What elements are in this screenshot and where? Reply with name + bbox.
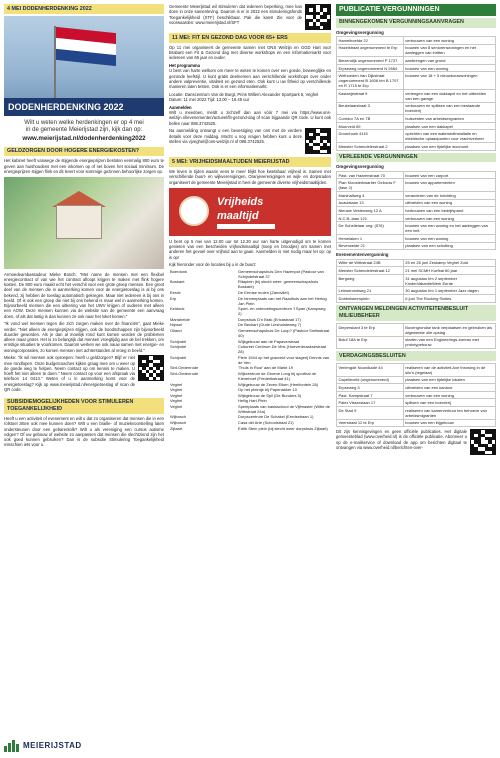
- row-value: Dorpshuis D'n Brak (Ericastraat 17): [238, 316, 301, 322]
- postponed-table: [336, 363, 496, 427]
- row-label: Hamelhoefde 22: [337, 37, 404, 45]
- table-row: [337, 376, 496, 384]
- row-value: Wijkgebouw de Spil (De Bunders 5): [238, 392, 302, 398]
- row-label: Schijndel: [170, 338, 187, 344]
- table-row: [337, 64, 496, 72]
- row-label: Sint-Oedenrode: [170, 370, 199, 376]
- table-row: [337, 72, 496, 90]
- row-label: Veerstraat 12 te Erp: [337, 419, 404, 427]
- intro-block: Wilt u weten welke herdenkingen er op 4 mei in de gemeente Meierijstad zijn, kijk dan op: www.meierijstad.nl/dodenherdenking2022: [4, 120, 164, 143]
- row-label: Erp: [170, 295, 177, 301]
- row-value: De Eerdse molen (Zandvliet): [238, 289, 289, 295]
- row-label: Kastanjestraat 9: [337, 89, 404, 102]
- row-value: 21 mei SCMH Korfbal 60 jaar: [403, 267, 495, 275]
- overheid-qr-code-icon[interactable]: [470, 429, 496, 455]
- row-value: Bovengrondse tank verplaatsen en gebruiken als afgewerkte olie opslag: [403, 324, 495, 337]
- row-label: Schijndel: [170, 344, 187, 350]
- row-label: Veghel: [170, 398, 183, 404]
- row-value: Dorpscentrum De Schakel (Eerdsebaan 1): [238, 414, 314, 420]
- table-row: [337, 407, 496, 420]
- section-title-subsidy: SUBSIDIEMOGELIJKHEDEN VOOR STIMULEREN TOEGANKELIJKHEID: [4, 398, 164, 415]
- dutch-flag-icon: [56, 27, 116, 66]
- row-label: Plan Kloosterkwartier Gebouw F (fase 2): [337, 179, 404, 192]
- energy-qr-code-icon[interactable]: [138, 355, 164, 381]
- row-value: 6 juni The Rocking Sixties: [403, 295, 495, 303]
- table-row: [337, 89, 496, 102]
- table-row: [169, 269, 331, 280]
- row-label: N.C.B.-laan 121: [337, 214, 404, 222]
- row-value: Wijkgebouw de Zeven Eiken (Heelfontein 28): [238, 381, 319, 387]
- row-label: Wijbosch: [170, 420, 187, 426]
- footer-note: Dit zijn kennisgevingen en geen officiële publicaties. Het digitale gemeenteblad (www.overheid.nl) is de officiële publicatie. Abonneer u op de e-mailservice of download de app om berichten digitaal te ontvangen via www.overheid.nl/berichten-over-: [336, 429, 467, 450]
- row-value: plaatsen van een tijdelijke woonunit: [403, 142, 495, 150]
- row-value: aanbrengen van grond: [403, 57, 495, 65]
- section-tag-dodenherdenking: 4 MEI DODENHERDENKING 2022: [4, 4, 164, 14]
- row-value: bouwen van een carport: [403, 171, 495, 179]
- table-row: [337, 191, 496, 199]
- row-label: Welhoeden Van Dijkstraat ongenummerd B 1606 t/m B 1707 en R 1715 te Erp: [337, 72, 404, 90]
- table-row: [337, 44, 496, 57]
- stf-paragraph: Gemeente Meierijstad wil stimuleren dat iedereen beperking, mee kan doen in onze samenleving. Daarom is er in 2022 een stimuleringsfonds Toegankelijkheid (STF) beschikbaar. Pak die kans! Zie voor de voorwaarden: www.meierijstad.nl/SFT: [169, 4, 302, 25]
- table-row: [337, 364, 496, 377]
- table-row: [337, 142, 496, 150]
- row-value: 31 augustus t/m 2 september KinderVakantieWerk Eerde: [403, 274, 495, 287]
- row-value: verbouwen en splitsen van een bestaande boerderij: [403, 102, 495, 115]
- row-label: Bergweg: [337, 274, 404, 287]
- table-row: [337, 295, 496, 303]
- column-left: 4 MEI DODENHERDENKING 2022 DODENHERDENKING 2022 Wilt u weten welke herdenkingen er op 4 mei in de gemeente Meierijstad zijn, kijk dan op: www.meierijstad.nl/dodenherdenking2022 GELDZORGEN DOOR HOGERE ENERGIEKOSTEN? Het kabinet heeft vanwege de stijgende energieprijzen besloten eenmalig 800 euro te geven aan huishoudens met een inkomen op of net boven het sociaal minimum. De energieprijzen stijgen flink en dit levert voor sommige gezinnen behoorlijke zorgen op. Armoedeambassadeur Mieke Bosch: "Met name de mensen met een flexibel energiecontract of van wie het contract afloopt krijgen te maken met flink hogere kosten. De 800 euro maakt echt het verschil voor een grote groep mensen. Een groot deel van de mensen die in aanmerking komen voor de energietoeslag is al bij ons bekend, zij hebben de toeslag automatisch gekregen. Maar niet iedereen is bij ons in beeld. Of is ook een groep die niet bij ons bekend is maar wel in aanmerking komen. Bijvoorbeeld mensen die een uitkering van het UWV krijgen of ouderen met alleen een AOW. Deze mensen kunnen via de website van de gemeente een aanvraag doen, of als dat lastig is dan kunnen ze ook naar het loket komen." "Ik vond wel mensen tegen die zich zorgen maken over de financiën", gaat Mieke verder. "Niet alleen de energieprijzen stijgen, ook de boodschappen zijn bijvoorbeeld duurder geworden. Als je dan al moeilijk rond kunt komen worden de problemen alleen maar groter. Het is zo belangrijk dat mensen vroegtijdig aan de bel trekken, om ernstige situaties te voorkomen. Daarom werken we ook nauw samen met energie- en woningcorporaties, zo komen mensen met achterstanden al vroeg in beeld." Mieke: "Ik wil mensen ook oproepen: heeft u geldzorgen? Blijf er niet mee rondlopen. Onze budgetcoaches kijken graag mee om u weer op de goede weg te helpen. Neem contact op om kennis te maken. U hoeft het niet alleen te doen." Neem contact op voor een afspraak via telefoon 14 0413." Weten of u in aanmerking komt voor de energietoeslag? Kijk op www.meierijstad.nl/energietoeslag of scan de QR code. SUBSIDIEMOGELIJKHEDEN VOOR STIMULEREN TOEGANKELIJKHEID Heeft u een activiteit of evenement en wilt u dat zo organiseren dat mensen die in een rolstoel zitten ook mee kunnen doen? Wilt u een braille- of muziekvoorstelling laten ondersteunen door een gebarentolk? Wilt u als vereniging een cursus autisme volgen? Of uw gebouw of website zo aanpassen dat mensen die slechtziend zijn het ook goed kunnen gebruiken? Dan is de subsidie Stimulering Toegankelijkheid misschien iets voor u. MEIERIJSTAD: [4, 5, 164, 750]
- hero-title: DODENHERDENKING 2022: [4, 98, 164, 116]
- locations-table: [169, 269, 331, 431]
- row-value: uitbreiden van een kantoor: [403, 384, 495, 392]
- row-label: Marshallweg 4: [337, 191, 404, 199]
- table-row: [337, 207, 496, 215]
- row-value: bouwen van een woning en het aanleggen van een inrit: [403, 222, 495, 235]
- hero-image-flag: [4, 16, 164, 116]
- row-value: bouwen van 18 + 5 nieuwbouwwoningen: [403, 72, 495, 90]
- table-row: [337, 130, 496, 143]
- section-title-granted: VERLEENDE VERGUNNINGEN: [336, 153, 496, 163]
- row-value: Plein 1944 op het gravveld voor slagerij Dennis van de Ven: [238, 354, 330, 365]
- table-row: [337, 419, 496, 427]
- section-title-energy: GELDZORGEN DOOR HOGERE ENERGIEKOSTEN?: [4, 147, 164, 157]
- table-row: [337, 336, 496, 349]
- row-value: Sport- en ontmoetingscentrum 't Span (Kampweg 2): [238, 306, 326, 317]
- section-title-environment: ONTVANGEN MELDINGEN ACTIVITEITENBESLUIT MILIEUBEHEER: [336, 305, 496, 322]
- row-value: Op het pleintje bij Papenakker 10: [238, 387, 297, 393]
- table-row: [337, 222, 496, 235]
- row-label: Olland: [170, 327, 182, 333]
- row-value: Heilig Hart Plein: [238, 398, 267, 404]
- row-label: Zijtaart: [170, 425, 183, 431]
- row-label: Doornhoek 4115: [337, 130, 404, 143]
- events-table: [336, 259, 496, 303]
- row-value: De binnenplaats van het Raadhuis aan het Hertog Jan Plein: [238, 295, 327, 306]
- row-label: Veghel: [170, 387, 183, 393]
- row-label: Dobbelsteenplein: [337, 295, 404, 303]
- column-middle: Gemeente Meierijstad wil stimuleren dat iedereen beperking, mee kan doen in onze samenleving. Daarom is er in 2022 een stimuleringsfonds Toegankelijkheid (STF) beschikbaar. Pak die kans! Zie voor de voorwaarden: www.meierijstad.nl/SFT 11 MEI: FIT EN GEZOND DAG VOOR 65+ ERS Op 11 mei organiseert de gemeente samen met ONS Welzijn en GGD Hart voor Brabant een Fit & Gezond dag met diverse workshops en een informatiemarkt voor iedereen van 65 jaar en ouder. Het programma U bent van harte welkom om meer te weten te komen over een goede, beweeglijke en gezonde leefstijl. U kunt gratis deelnemen aan verschillende workshops over onder andere valpreventie, vitaliteit en gezond eten. Ook kunt u uw fitheid op verschillende manieren laten testen. Ook is er een informatiemarkt. Locatie: Danscentrum Van de Burgt, Prins Willem Alexander Sportpark 5, Veghel Datum: 11 mei 2022 Tijd: 13.00 – 16.45 uur Aanmelden Wilt u meedoen, meldt u zichzelf dan aan vóór 7 mei via https://www.ons-welzijn.nl/evenementen/actueel/fit-gezond-dag of scan bijgaande QR code. U kunt ook bellen naar 088.3742525. Na aanmelding ontvangt u een bevestiging van ons met de verdere details voor deze middag. Mocht u nog vragen hebben kunt u deze stellen via vjveghel@ons-welzijn.nl of 088.3742525. 5 MEI: VRIJHEIDSMAALTIJDEN MEIERIJSTAD We leven in tijden waarin eens te meer blijkt hoe kwetsbaar vrijheid is. Samen met verschillende buurt- en wijkverenigingen, Oranjeverenigingen en wijk- en dorpsraden organiseert de gemeente Meierijstad in heel de gemeente diverse vrijheidsmaaltijden. Vrijheids maaltijd U bent op 5 mei van 12.00 uur tot 12.30 uur van harte uitgenodigd om te komen genieten van een bescheiden vrijheidsmaaltijd (soep en broodjes) om samen met anderen het gevoel over vrijheid aan te gaan. Aanmelden is niet nodig maar let op: op is op! Kijk hieronder voor de locaties bij u in de buurt: Boerdonk Gemeenschapshuis Den Hazenpot (Pastoor van Schijndelstraat 37 Boskant Ritaplein (bij slecht weer: gemeenschapshuis Boskant) Eerde De Eerdse molen (Zandvliet) Erp De binnenplaats van het Raadhuis aan het Hertog Jan Plein Keldonk Sport- en ontmoetingscentrum 't Span (Kampweg 2) Mariaheide Dorpshuis D'n Brak (Ericastraat 17) Nijnsel De Beckart (Oude Liesholsteweg 7) Olland Gemeenschapshuis De Loop? (Pastoor Smitsstraat 40) Schijndel Wijkgebouw aan de Papaverstraat Schijndel Cultureel Centrum De Vink (Hoevenbraaksestraat 28) Schijndel Plein 1944 op het gravveld voor slagerij Dennis van de Ven Sint-Oedenrode 'Thuis in Rooi' aan de Markt 19 Sint-Oedenrode Wijkcentrum de Groene Long bij sporthal de Kienehoef (Frederikstraat 41) Veghel Wijkgebouw de Zeven Eiken (Heelfontein 28) Veghel Op het pleintje bij Papenakker 10 Veghel Wijkgebouw de Spil (De Bunders 5) Veghel Heilig Hart Plein Veghel Speelplaats van basisschool de Vijfmaster (Witte de Withstraat 24a) Wijbosch Dorpscentrum De Schakel (Eerdsebaan 1) Wijbosch Casa del Arte (Schoolstraat 21) Zijtaart Edith Stein plein (bij slecht weer dorpshuis Zijtaart): [169, 4, 331, 431]
- energy-article: Het kabinet heeft vanwege de stijgende energieprijzen besloten eenmalig 800 euro te geven aan huishoudens met een inkomen op of net boven het sociaal minimum. De energieprijzen stijgen flink en dit levert voor sommige gezinnen behoorlijke zorgen op.: [4, 158, 164, 174]
- table-row: [169, 425, 331, 431]
- row-label: Veghel: [170, 381, 183, 387]
- table-row: [169, 354, 331, 365]
- row-label: Boluf 18A te Erp: [337, 336, 404, 349]
- column-right: PUBLICATIE VERGUNNINGEN BINNENGEKOMEN VERGUNNINGSAANVRAGEN Omgevingsvergunning Hamelhoefde 22 verbouwen van een woning Hazelstraat ongenummerd te Erp bouwen van 8 seniorenwoningen en het aanleggen van inritten Biezendijk ongenummerd P 1737 aanbrengen van grond Erpseweg ongenummerd N 2684 bouwen van een woning Welhoeden Van Dijkstraat ongenummerd B 1606 t/m B 1707 en R 1715 te Erp bouwen van 18 + 5 nieuwbouwwoningen Kastanjestraat 9 verlengen van een dakkapel en het uitbreiden van een garage Beukelaarstraat 3 verbouwen en splitsen van een bestaande boerderij Corridor 7A en 7B huisvesten van arbeidsmigranten Muurveld 69 plaatsen van een dakkapel Doornhoek 4115 oprichten van een waterstofinstallatie en elektrische oplaadpunten voor vrachtverkeer Meester Schendelerstraat 2 plaatsen van een tijdelijke woonunit VERLEENDE VERGUNNINGEN Omgevingsvergunning Past. van Haarenstraat 70 bouwen van een carport Plan Kloosterkwartier Gebouw F (fase 2) bouwen van appartementen Marshallweg 4 veranderen van de inrichting Acacialaan 13 uitbreiden van een woning Nieuwe Veldenweg 12 A herbouwen van een bedrijfspand N.C.B.-laan 121 verbouwen van een woning De Schellelaar ong. (576) bouwen van een woning en het aanleggen van een inrit Hemelaken 1 bouwen van een woning Beverweide 21 plaatsen van een schutting Evenementenvergunning Witte de Withstraat 24B 25 en 26 juni Zeskamp Veghel Zuid Meester Schendelerstraat 12 21 mei SCMH Korfbal 60 jaar Bergweg 31 augustus t/m 2 september KinderVakantieWerk Eerde Leinserondweg 21 30 augustus t/m 1 september Jazz dagen Dobbelsteenplein 6 juni The Rocking Sixties ONTVANGEN MELDINGEN ACTIVITEITENBESLUIT MILIEUBEHEER Dieperskant 3 te Erp Bovengrondse tank verplaatsen en gebruiken als afgewerkte olie opslag Boluf 18A te Erp starten van een Engineerings-bureau met prototypebouw VERDAGINGSBESLUITEN Verlengde Noordkade 44 realiseren van de activiteit Axe throwing in de silo's (tegelaar) Capelleveld (ongenummerd) plaatsen van een tijdelijke lokalen Erpseweg 3 uitbreiden van een kantoor Past. Kampstraat 7 verbouwen van een woning Pater Vissersiaan 17 splitsen van een boerderij De Stad 9 realiseren van kamerverhuur ten behoeve van arbeidsmigranten Veerstraat 12 te Erp bouwen van een bijgebouw Dit zijn kennisgevingen en geen officiële publicaties. Het digitale gemeenteblad (www.overheid.nl) is de officiële publicatie. Abonneer u op de e-mailservice of download de app om berichten digitaal te ontvangen via www.overheid.nl/berichten-over-: [336, 4, 496, 758]
- fit-article: Op 11 mei organiseert de gemeente samen met ONS Welzijn en GGD Hart voor Brabant een Fit & Gezond dag met diverse workshops en een informatiemarkt voor iedereen van 65 jaar en ouder. Het programma U bent van harte welkom om meer te weten te komen over een goede, beweeglijke en gezonde leefstijl. U kunt gratis deelnemen aan verschillende workshops over onder andere valpreventie, vitaliteit en gezond eten. Ook kunt u uw fitheid op verschillende manieren laten testen. Ook is er een informatiemarkt. Locatie: Danscentrum Van de Burgt, Prins Willem Alexander Sportpark 5, Veghel Datum: 11 mei 2022 Tijd: 13.00 – 16.45 uur Aanmelden Wilt u meedoen, meldt u zichzelf dan aan vóór 7 mei via https://www.ons-welzijn.nl/evenementen/actueel/fit-gezond-dag of scan bijgaande QR code. U kunt ook bellen naar 088.3742525. Na aanmelding ontvangt u een bevestiging van ons met de verdere details voor deze middag. Mocht u nog vragen hebben kunt u deze stellen via vjveghel@ons-welzijn.nl of 088.3742525.: [169, 45, 331, 155]
- row-label: De Stad 9: [337, 407, 404, 420]
- meierijstad-logo: MEIERIJSTAD: [4, 740, 82, 752]
- table-row: [337, 274, 496, 287]
- row-label: Erpseweg 3: [337, 384, 404, 392]
- row-label: Beverweide 21: [337, 242, 404, 250]
- row-value: plaatsen van een dakkapel: [403, 122, 495, 130]
- row-label: Nijnsel: [170, 322, 183, 328]
- section-title-fit: 11 MEI: FIT EN GEZOND DAG VOOR 65+ ERS: [169, 33, 331, 43]
- table-row: [169, 371, 331, 382]
- table-row: [337, 214, 496, 222]
- row-label: Past. van Haarenstraat 70: [337, 171, 404, 179]
- table-row: [169, 344, 331, 355]
- row-label: Corridor 7A en 7B: [337, 115, 404, 123]
- row-value: oprichten van een waterstofinstallatie en elektrische oplaadpunten voor vrachtverkeer: [403, 130, 495, 143]
- row-label: Eerde: [170, 289, 181, 295]
- row-value: uitbreiden van een woning: [403, 199, 495, 207]
- publication-title: PUBLICATIE VERGUNNINGEN: [336, 4, 496, 16]
- table-row: [169, 295, 331, 306]
- row-label: Hemelaken 1: [337, 234, 404, 242]
- row-value: 30 augustus t/m 1 september Jazz dagen: [403, 287, 495, 295]
- row-value: verbouwen van een woning: [403, 37, 495, 45]
- row-label: Erpseweg ongenummerd N 2684: [337, 64, 404, 72]
- row-label: Boskant: [170, 279, 185, 285]
- row-value: bouwen van een woning: [403, 64, 495, 72]
- row-value: realiseren van kamerverhuur ten behoeve van arbeidsmigranten: [403, 407, 495, 420]
- row-value: starten van een Engineerings-bureau met prototypebouw: [403, 336, 495, 349]
- row-label: Beukelaarstraat 3: [337, 102, 404, 115]
- table-row: [337, 122, 496, 130]
- row-value: plaatsen van een tijdelijke lokalen: [403, 376, 495, 384]
- table-row: [337, 287, 496, 295]
- table-row: [337, 115, 496, 123]
- row-value: Wijkgebouw aan de Papaverstraat: [238, 338, 299, 344]
- granted-table: [336, 171, 496, 250]
- row-label: Witte de Withstraat 24B: [337, 259, 404, 267]
- subsidy-article: Heeft u een activiteit of evenement en wilt u dat zo organiseren dat mensen die in een rolstoel zitten ook mee kunnen doen? Wilt u een braille- of muziekvoorstelling laten ondersteunen door een gebarentolk? Wilt u als vereniging een cursus autisme volgen? Of uw gebouw of website zo aanpassen dat mensen die slechtziend zijn het ook goed kunnen gebruiken? Dan is de subsidie Stimulering Toegankelijkheid misschien iets voor u.: [4, 416, 164, 448]
- fit-qr-code-icon[interactable]: [305, 128, 331, 154]
- section-title-vrijheid: 5 MEI: VRIJHEIDSMAALTIJDEN MEIERIJSTAD: [169, 157, 331, 167]
- row-value: verlengen van een dakkapel en het uitbreiden van een garage: [403, 89, 495, 102]
- row-label: Dieperskant 3 te Erp: [337, 324, 404, 337]
- row-value: Speelplaats van basisschool de Vijfmaster (Witte de Withstraat 24a): [238, 403, 331, 414]
- row-label: Veghel: [170, 392, 183, 398]
- table-row: [337, 391, 496, 399]
- row-label: Leinserondweg 21: [337, 287, 404, 295]
- row-value: realiseren van de activiteit Axe throwing in de silo's (tegelaar): [403, 364, 495, 377]
- plate-icon: [179, 196, 209, 226]
- row-label: Mariaheide: [170, 316, 190, 322]
- row-value: verbouwen van een woning: [403, 391, 495, 399]
- table-row: [337, 324, 496, 337]
- logo-mark-icon: [4, 740, 20, 752]
- row-value: Wijkcentrum de Groene Long bij sporthal de Kienehoef (Frederikstraat 41): [238, 370, 317, 381]
- row-value: herbouwen van een bedrijfspand: [403, 207, 495, 215]
- table-row: [337, 399, 496, 407]
- row-value: De Beckart (Oude Liesholsteweg 7): [238, 322, 302, 328]
- row-value: Gemeenschapshuis De Loop? (Pastoor Smitsstraat 40): [238, 327, 330, 338]
- row-label: Pater Vissersiaan 17: [337, 399, 404, 407]
- table-row: [337, 267, 496, 275]
- row-value: bouwen van 8 seniorenwoningen en het aanleggen van inritten: [403, 44, 495, 57]
- dodenherdenking-link[interactable]: www.meierijstad.nl/dodenherdenking2022: [22, 134, 146, 142]
- row-label: Wijbosch: [170, 414, 187, 420]
- row-value: bouwen van appartementen: [403, 179, 495, 192]
- row-label: Boerdonk: [170, 268, 188, 274]
- table-row: [337, 259, 496, 267]
- row-label: Past. Kampstraat 7: [337, 391, 404, 399]
- table-row: [337, 57, 496, 65]
- row-label: Nieuwe Veldenweg 12 A: [337, 207, 404, 215]
- row-label: Hazelstraat ongenummerd te Erp: [337, 44, 404, 57]
- row-label: Sint-Oedenrode: [170, 365, 199, 371]
- table-row: [337, 171, 496, 179]
- row-label: Capelleveld (ongenummerd): [337, 376, 404, 384]
- row-value: bouwen van een bijgebouw: [403, 419, 495, 427]
- table-row: [169, 404, 331, 415]
- row-value: veranderen van de inrichting: [403, 191, 495, 199]
- row-value: bouwen van een woning: [403, 234, 495, 242]
- table-row: [169, 306, 331, 317]
- table-row: [337, 37, 496, 45]
- row-value: Edith Stein plein (bij slecht weer dorpshuis Zijtaart): [238, 425, 328, 431]
- row-value: 25 en 26 juni Zeskamp Veghel Zuid: [403, 259, 495, 267]
- row-label: Schijndel: [170, 354, 187, 360]
- row-label: Veghel: [170, 403, 183, 409]
- table-row: [337, 199, 496, 207]
- table-row: [337, 179, 496, 192]
- house-photo: [4, 177, 164, 269]
- row-label: De Schellelaar ong. (576): [337, 222, 404, 235]
- section-title-postponed: VERDAGINGSBESLUITEN: [336, 351, 496, 361]
- stf-qr-code-icon[interactable]: [305, 4, 331, 30]
- row-value: huisvesten van arbeidsmigranten: [403, 115, 495, 123]
- row-label: Meester Schendelerstraat 2: [337, 142, 404, 150]
- row-label: Muurveld 69: [337, 122, 404, 130]
- table-row: [337, 234, 496, 242]
- table-row: [169, 328, 331, 339]
- table-row: [337, 384, 496, 392]
- section-title-requests: BINNENGEKOMEN VERGUNNINGSAANVRAGEN: [336, 18, 496, 28]
- row-value: Ritaplein (bij slecht weer: gemeenschapshuis Boskant): [238, 279, 319, 290]
- table-row: [169, 279, 331, 290]
- row-value: Cultureel Centrum De Vink (Hoevenbraaksestraat 28): [238, 344, 326, 355]
- row-label: Biezendijk ongenummerd P 1737: [337, 57, 404, 65]
- row-value: splitsen van een boerderij: [403, 399, 495, 407]
- environment-table: [336, 323, 496, 349]
- row-label: Acacialaan 13: [337, 199, 404, 207]
- row-label: Keldonk: [170, 306, 185, 312]
- vrijheidsmaaltijd-banner: Vrijheids maaltijd: [169, 188, 331, 236]
- table-row: [337, 102, 496, 115]
- row-value: plaatsen van een schutting: [403, 242, 495, 250]
- row-value: 'Thuis in Rooi' aan de Markt 19: [238, 365, 293, 371]
- row-value: Gemeenschapshuis Den Hazenpot (Pastoor van Schijndelstraat 37: [238, 268, 324, 279]
- requests-table: [336, 36, 496, 151]
- row-label: Verlengde Noordkade 44: [337, 364, 404, 377]
- row-value: Casa del Arte (Schoolstraat 21): [238, 420, 294, 426]
- table-row: [337, 242, 496, 250]
- row-label: Meester Schendelerstraat 12: [337, 267, 404, 275]
- row-value: verbouwen van een woning: [403, 214, 495, 222]
